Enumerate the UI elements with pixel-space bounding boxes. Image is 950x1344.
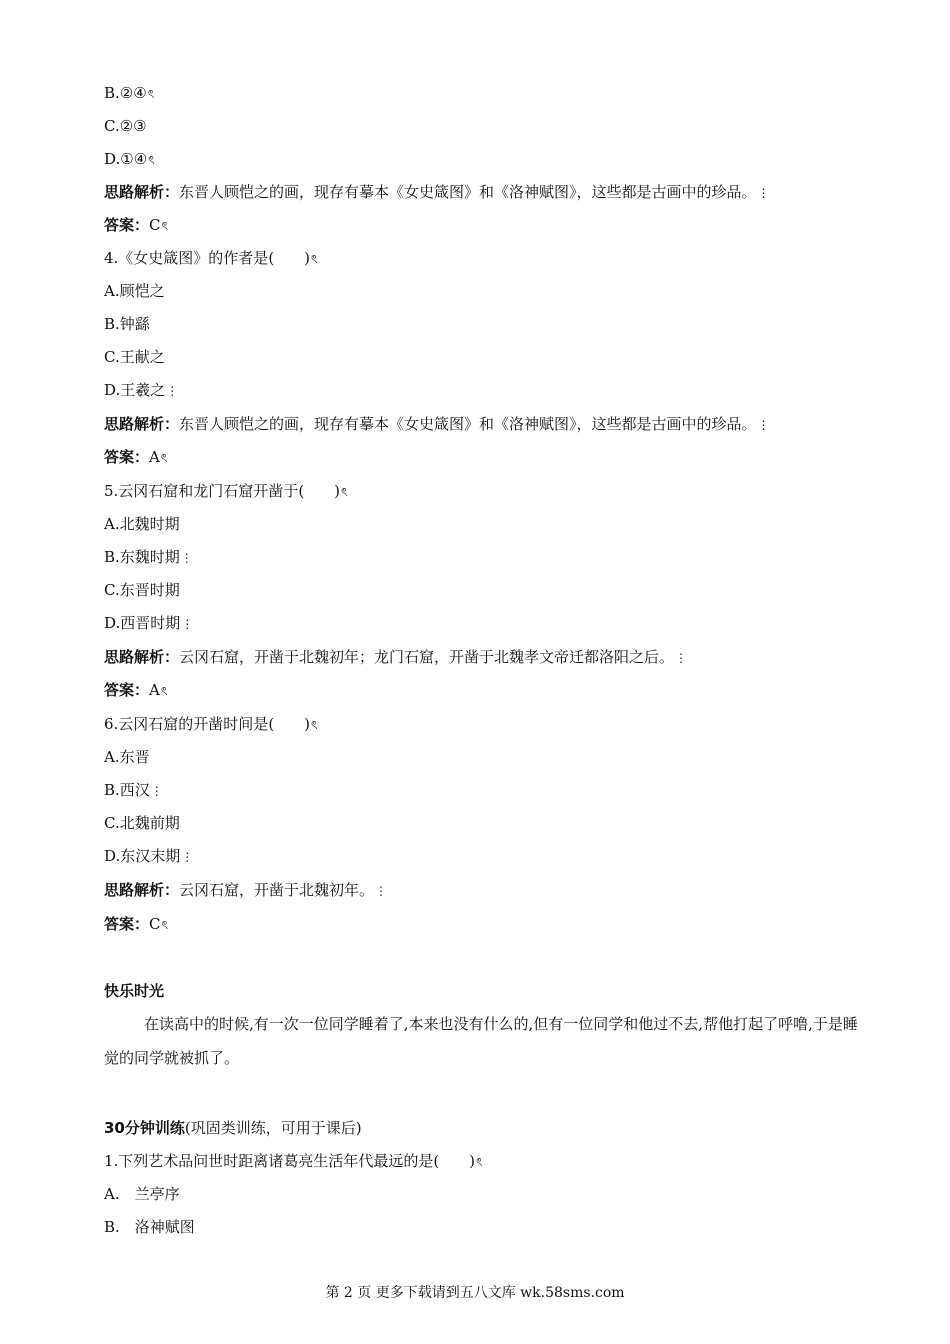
marker-icon: ৎ xyxy=(160,684,168,698)
answer-line: 答案：Aৎ xyxy=(104,681,168,699)
option-line: B.东魏时期⋮ xyxy=(104,548,193,566)
marker-icon: ৎ xyxy=(147,87,155,101)
option-line: A.顾恺之 xyxy=(104,282,165,300)
section-title: 快乐时光 xyxy=(104,982,165,1000)
answer-line: 答案：Cৎ xyxy=(104,216,168,234)
option-line: B. 洛神赋图 xyxy=(104,1218,195,1236)
question-stem: 5.云冈石窟和龙门石窟开凿于( )ৎ xyxy=(104,482,348,500)
option-line: B.②④ৎ xyxy=(104,84,155,102)
marker-icon: ৎ xyxy=(161,918,168,932)
option-line: D.王羲之⋮ xyxy=(104,381,179,399)
analysis-line: 思路解析：东晋人顾恺之的画，现存有摹本《女史箴图》和《洛神赋图》，这些都是古画中的珍品。⋮ xyxy=(104,415,770,433)
option-line: A.东晋 xyxy=(104,748,150,766)
question-stem: 4.《女史箴图》的作者是( )ৎ xyxy=(104,249,318,267)
marker-icon: ৎ xyxy=(341,485,348,499)
marker-icon: ⋮ xyxy=(181,617,194,631)
analysis-line: 思路解析：东晋人顾恺之的画，现存有摹本《女史箴图》和《洛神赋图》，这些都是古画中的珍品。⋮ xyxy=(104,183,770,201)
marker-icon: ৎ xyxy=(311,718,318,732)
option-line: D.①④ৎ xyxy=(104,150,155,168)
page-footer: 第 2 页 更多下载请到五八文库 wk.58sms.com xyxy=(325,1285,625,1301)
marker-icon: ৎ xyxy=(311,252,318,266)
option-line: A.北魏时期 xyxy=(104,515,180,533)
marker-icon: ৎ xyxy=(476,1155,483,1169)
option-line: B.西汉⋮ xyxy=(104,781,163,799)
joke-paragraph: 在读高中的时候,有一次一位同学睡着了,本来也没有什么的,但有一位同学和他过不去,帮他打起了呼噜,于是睡觉的同学就被抓了。 xyxy=(104,1015,858,1067)
answer-line: 答案：Cৎ xyxy=(104,915,168,933)
marker-icon: ⋮ xyxy=(150,784,163,798)
question-stem: 6.云冈石窟的开凿时间是( )ৎ xyxy=(104,715,318,733)
section-title: 30分钟训练(巩固类训练，可用于课后) xyxy=(104,1119,362,1137)
marker-icon: ৎ xyxy=(161,219,168,233)
option-line: C.王献之 xyxy=(104,348,165,366)
option-line: D.东汉末期⋮ xyxy=(104,847,194,865)
marker-icon: ৎ xyxy=(148,153,155,167)
answer-line: 答案：Aৎ xyxy=(104,448,168,466)
option-line: A. 兰亭序 xyxy=(104,1185,180,1203)
marker-icon: ⋮ xyxy=(181,850,194,864)
option-line: C.东晋时期 xyxy=(104,581,180,599)
marker-icon: ⋮ xyxy=(166,384,179,398)
marker-icon: ⋮ xyxy=(180,551,193,565)
marker-icon: ৎ xyxy=(160,451,168,465)
option-line: B.钟繇 xyxy=(104,315,150,333)
marker-icon: ⋮ xyxy=(375,884,388,898)
option-line: C.②③ xyxy=(104,117,147,135)
question-stem: 1.下列艺术品问世时距离诸葛亮生活年代最远的是( )ৎ xyxy=(104,1152,483,1170)
marker-icon: ⋮ xyxy=(675,651,688,665)
analysis-line: 思路解析：云冈石窟，开凿于北魏初年；龙门石窟，开凿于北魏孝文帝迁都洛阳之后。⋮ xyxy=(104,648,688,666)
option-line: D.西晋时期⋮ xyxy=(104,614,194,632)
analysis-line: 思路解析：云冈石窟，开凿于北魏初年。⋮ xyxy=(104,881,388,899)
marker-icon: ⋮ xyxy=(757,418,770,432)
option-line: C.北魏前期 xyxy=(104,814,180,832)
marker-icon: ⋮ xyxy=(757,186,770,200)
